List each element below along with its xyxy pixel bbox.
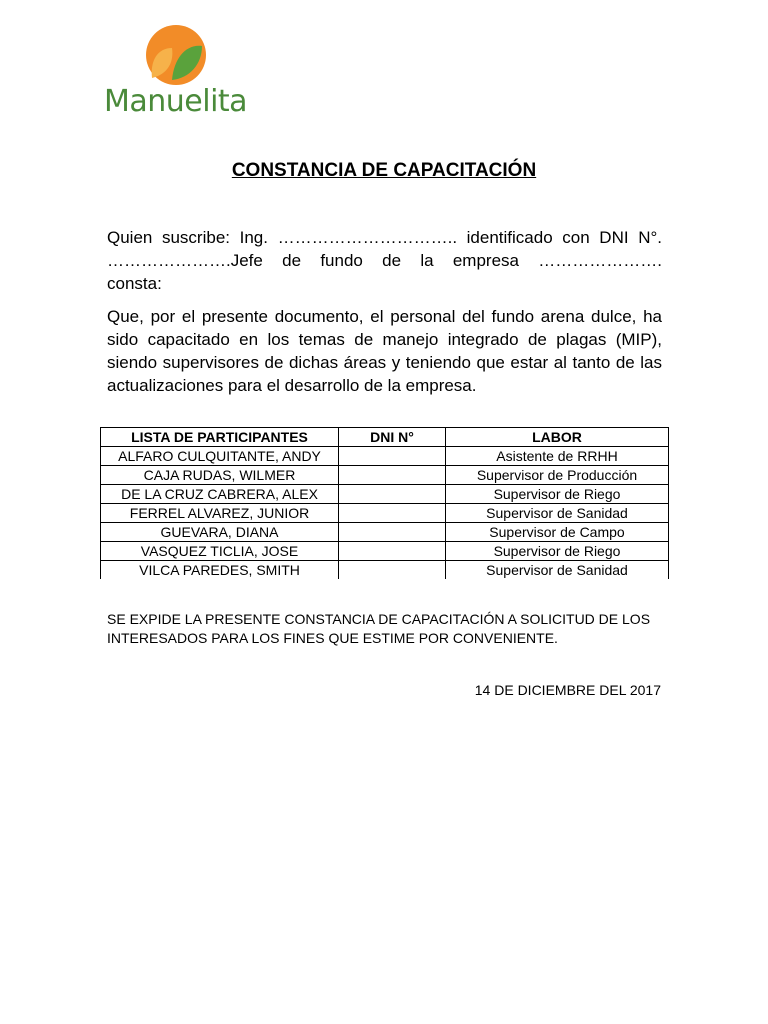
- paragraph-suscribe-line-2: ………………….Jefe de fundo de la empresa ………………….: [107, 251, 662, 270]
- participant-dni: [339, 523, 446, 542]
- participant-labor: Asistente de RRHH: [446, 447, 669, 466]
- participant-name: CAJA RUDAS, WILMER: [101, 466, 339, 485]
- leaf-logo-icon: [144, 24, 208, 86]
- participant-name: FERREL ALVAREZ, JUNIOR: [101, 504, 339, 523]
- table-row: [101, 542, 669, 561]
- paragraph-capacitacion: Que, por el presente documento, el personal del fundo arena dulce, ha sido capacitado en los temas de manejo integrado de plagas (MIP), siendo supervisores de dichas áreas y teniendo que estar al tanto de las actualizaciones para el desarrollo de la empresa.: [107, 307, 662, 395]
- paragraph-suscribe: [107, 226, 662, 295]
- participant-name: ALFARO CULQUITANTE, ANDY: [101, 447, 339, 466]
- participant-name: VASQUEZ TICLIA, JOSE: [101, 542, 339, 561]
- participant-dni: [339, 542, 446, 561]
- table-header-row: [101, 428, 669, 447]
- document-date: 14 DE DICIEMBRE DEL 2017: [474, 682, 661, 698]
- participant-labor: Supervisor de Campo: [446, 523, 669, 542]
- table-row: [101, 561, 669, 580]
- table-row: [101, 485, 669, 504]
- participant-labor: Supervisor de Sanidad: [446, 561, 669, 580]
- document-title: CONSTANCIA DE CAPACITACIÓN: [231, 160, 537, 181]
- logo-wordmark: Manuelita: [104, 84, 248, 119]
- header-labor: LABOR: [446, 428, 669, 447]
- header-participants: LISTA DE PARTICIPANTES: [101, 428, 339, 447]
- table-row: [101, 466, 669, 485]
- paragraph-suscribe-line-1: Quien suscribe: Ing. ………………………….. identificado con DNI N°.: [107, 228, 662, 247]
- participant-labor: Supervisor de Riego: [446, 542, 669, 561]
- paragraph-suscribe-line-3: consta:: [107, 274, 162, 293]
- participant-name: GUEVARA, DIANA: [101, 523, 339, 542]
- closing-statement: SE EXPIDE LA PRESENTE CONSTANCIA DE CAPACITACIÓN A SOLICITUD DE LOS INTERESADOS PARA LOS FINES QUE ESTIME POR CONVENIENTE.: [107, 611, 651, 646]
- participant-labor: Supervisor de Producción: [446, 466, 669, 485]
- participant-name: VILCA PAREDES, SMITH: [101, 561, 339, 580]
- participant-dni: [339, 485, 446, 504]
- header-dni: DNI N°: [339, 428, 446, 447]
- table-row: [101, 504, 669, 523]
- participant-dni: [339, 504, 446, 523]
- participant-dni: [339, 466, 446, 485]
- participant-dni: [339, 447, 446, 466]
- participant-dni: [339, 561, 446, 580]
- company-logo: [104, 24, 248, 120]
- participant-labor: Supervisor de Riego: [446, 485, 669, 504]
- table-row: [101, 447, 669, 466]
- participant-name: DE LA CRUZ CABRERA, ALEX: [101, 485, 339, 504]
- participant-labor: Supervisor de Sanidad: [446, 504, 669, 523]
- table-row: [101, 523, 669, 542]
- participants-table: [100, 427, 669, 579]
